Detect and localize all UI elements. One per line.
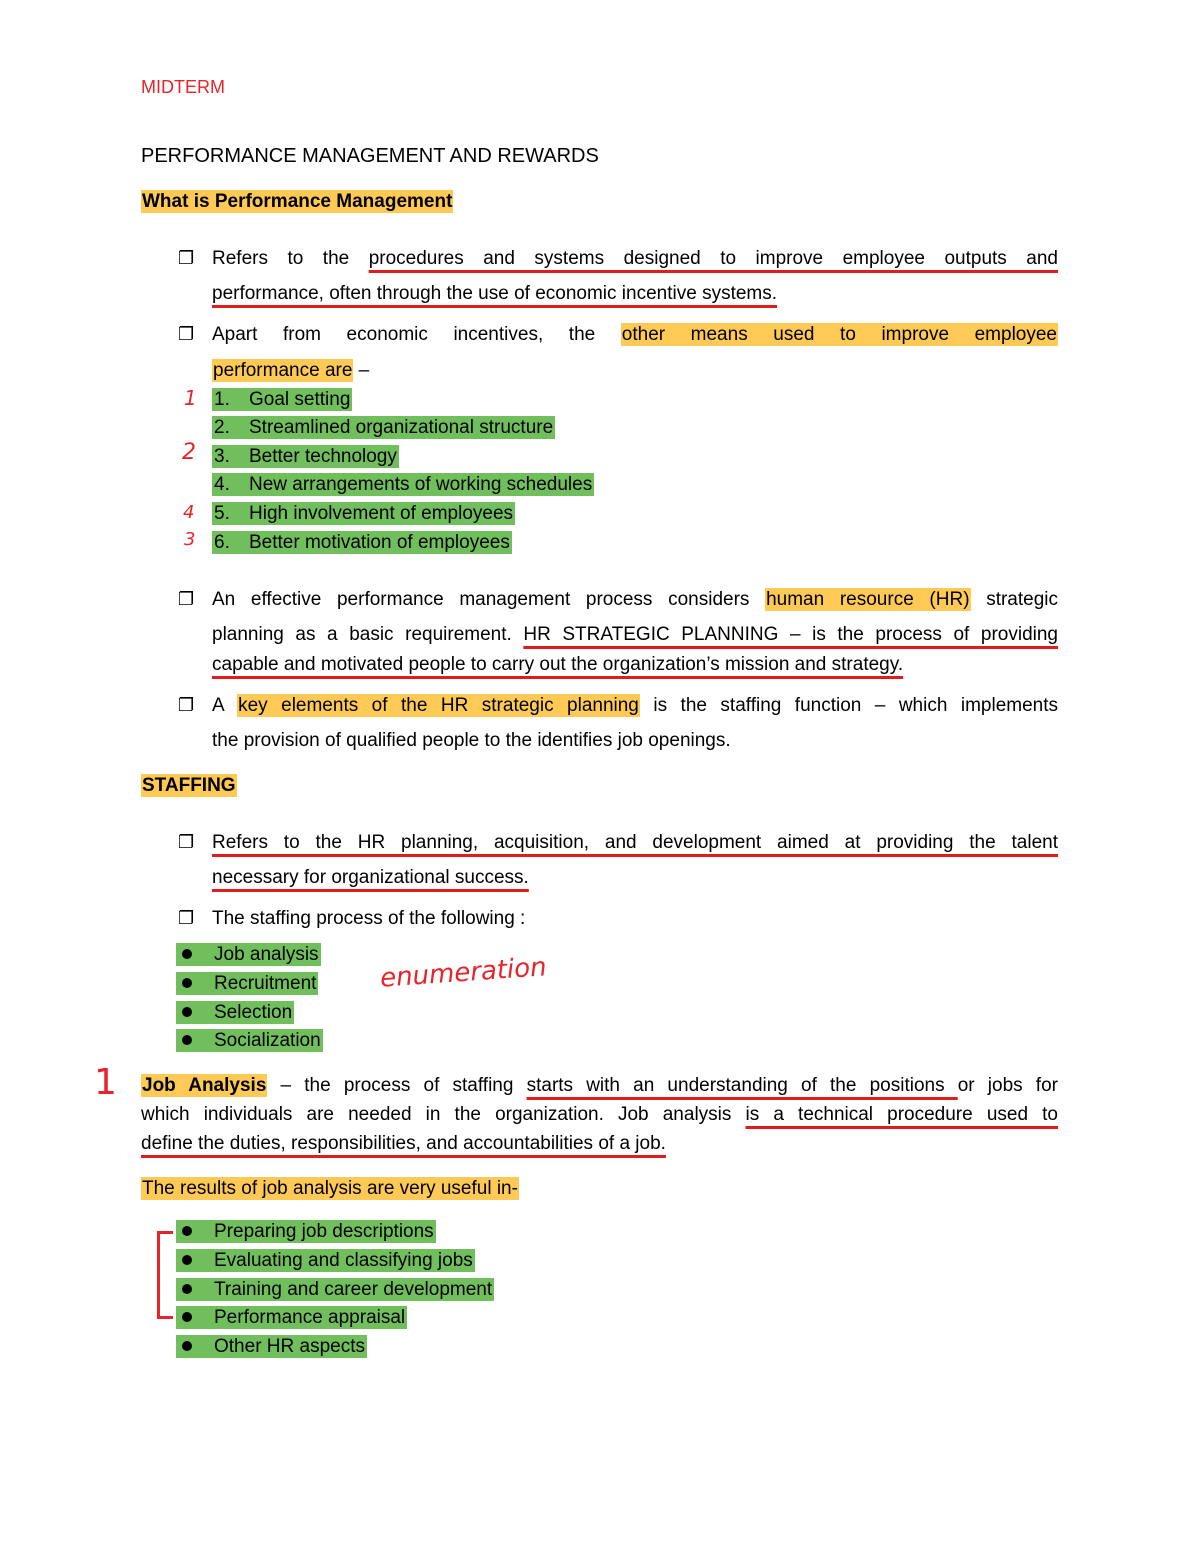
section-heading-staffing: STAFFING — [142, 775, 236, 796]
handwritten-enumeration-note: enumeration — [379, 952, 548, 994]
paragraph-definition-line1: Refers to the procedures and systems designed to improve employee outputs and — [212, 248, 1058, 269]
square-bullet-icon: ❐ — [178, 589, 195, 610]
square-bullet-icon: ❐ — [178, 695, 195, 716]
list-item: Recruitment — [176, 971, 318, 997]
handwritten-number-two: 2 — [182, 440, 196, 465]
list-item: 3. Better technology — [214, 446, 397, 467]
square-bullet-icon: ❐ — [178, 324, 195, 345]
paragraph-other-means-line1: Apart from economic incentives, the other means used to improve employee — [212, 324, 1057, 345]
list-item: Preparing job descriptions — [176, 1219, 436, 1245]
paragraph-other-means-line2: performance are – — [213, 360, 370, 381]
results-heading: The results of job analysis are very useful in- — [142, 1178, 518, 1199]
bullet-dot-icon — [182, 1255, 192, 1265]
list-item: 4. New arrangements of working schedules — [214, 474, 593, 495]
square-bullet-icon: ❐ — [178, 248, 195, 269]
bullet-dot-icon — [182, 1035, 192, 1045]
list-item: Training and career development — [176, 1277, 494, 1303]
paragraph-definition-line2: performance, often through the use of economic incentive systems. — [212, 283, 778, 304]
job-analysis-line1: Job Analysis – the process of staffing starts with an understanding of the positions or jobs for — [142, 1075, 1058, 1096]
bullet-dot-icon — [182, 1341, 192, 1351]
bullet-dot-icon — [182, 1312, 192, 1322]
paragraph-staffing-definition-line1: Refers to the HR planning, acquisition, and development aimed at providing the talent — [212, 832, 1058, 853]
page-title: PERFORMANCE MANAGEMENT AND REWARDS — [141, 145, 599, 167]
list-item: Socialization — [176, 1028, 323, 1054]
list-item: Evaluating and classifying jobs — [176, 1248, 475, 1274]
bullet-dot-icon — [182, 1284, 192, 1294]
paragraph-effective-process-line1: An effective performance management process considers human resource (HR) strategic — [212, 589, 1059, 610]
square-bullet-icon: ❐ — [178, 832, 195, 853]
paragraph-key-elements-line2: the provision of qualified people to the identifies job openings. — [212, 730, 731, 751]
paragraph-staffing-process: The staffing process of the following : — [212, 908, 526, 929]
job-analysis-line3: define the duties, responsibilities, and accountabilities of a job. — [141, 1133, 666, 1154]
list-item: Job analysis — [176, 942, 321, 968]
square-bullet-icon: ❐ — [178, 908, 195, 929]
section-heading-performance: What is Performance Management — [142, 191, 453, 212]
bullet-dot-icon — [182, 1226, 192, 1236]
list-item: 6. Better motivation of employees — [214, 532, 510, 553]
paragraph-staffing-definition-line2: necessary for organizational success. — [212, 867, 529, 888]
handwritten-big-one: 1 — [94, 1062, 117, 1103]
handwritten-number-one: 1 — [184, 386, 197, 410]
paragraph-key-elements-line1: A key elements of the HR strategic planning is the staffing function – which implements — [212, 695, 1059, 716]
list-item: Selection — [176, 1000, 294, 1026]
list-item: 2. Streamlined organizational structure — [214, 417, 554, 438]
list-item: 5. High involvement of employees — [214, 503, 514, 524]
handwritten-number-three: 3 — [184, 529, 196, 550]
handwritten-bracket — [157, 1231, 173, 1319]
handwritten-number-four: 4 — [183, 502, 195, 523]
midterm-label: MIDTERM — [141, 77, 225, 97]
list-item: Performance appraisal — [176, 1305, 407, 1331]
paragraph-effective-process-line2: planning as a basic requirement. HR STRATEGIC PLANNING – is the process of providing — [212, 624, 1059, 645]
bullet-dot-icon — [182, 1007, 192, 1017]
job-analysis-line2: which individuals are needed in the organization. Job analysis is a technical procedure used to — [141, 1104, 1058, 1125]
list-item: Other HR aspects — [176, 1334, 367, 1360]
paragraph-effective-process-line3: capable and motivated people to carry out the organization’s mission and strategy. — [212, 654, 904, 675]
bullet-dot-icon — [182, 978, 192, 988]
list-item: 1. Goal setting — [214, 389, 351, 410]
bullet-dot-icon — [182, 949, 192, 959]
